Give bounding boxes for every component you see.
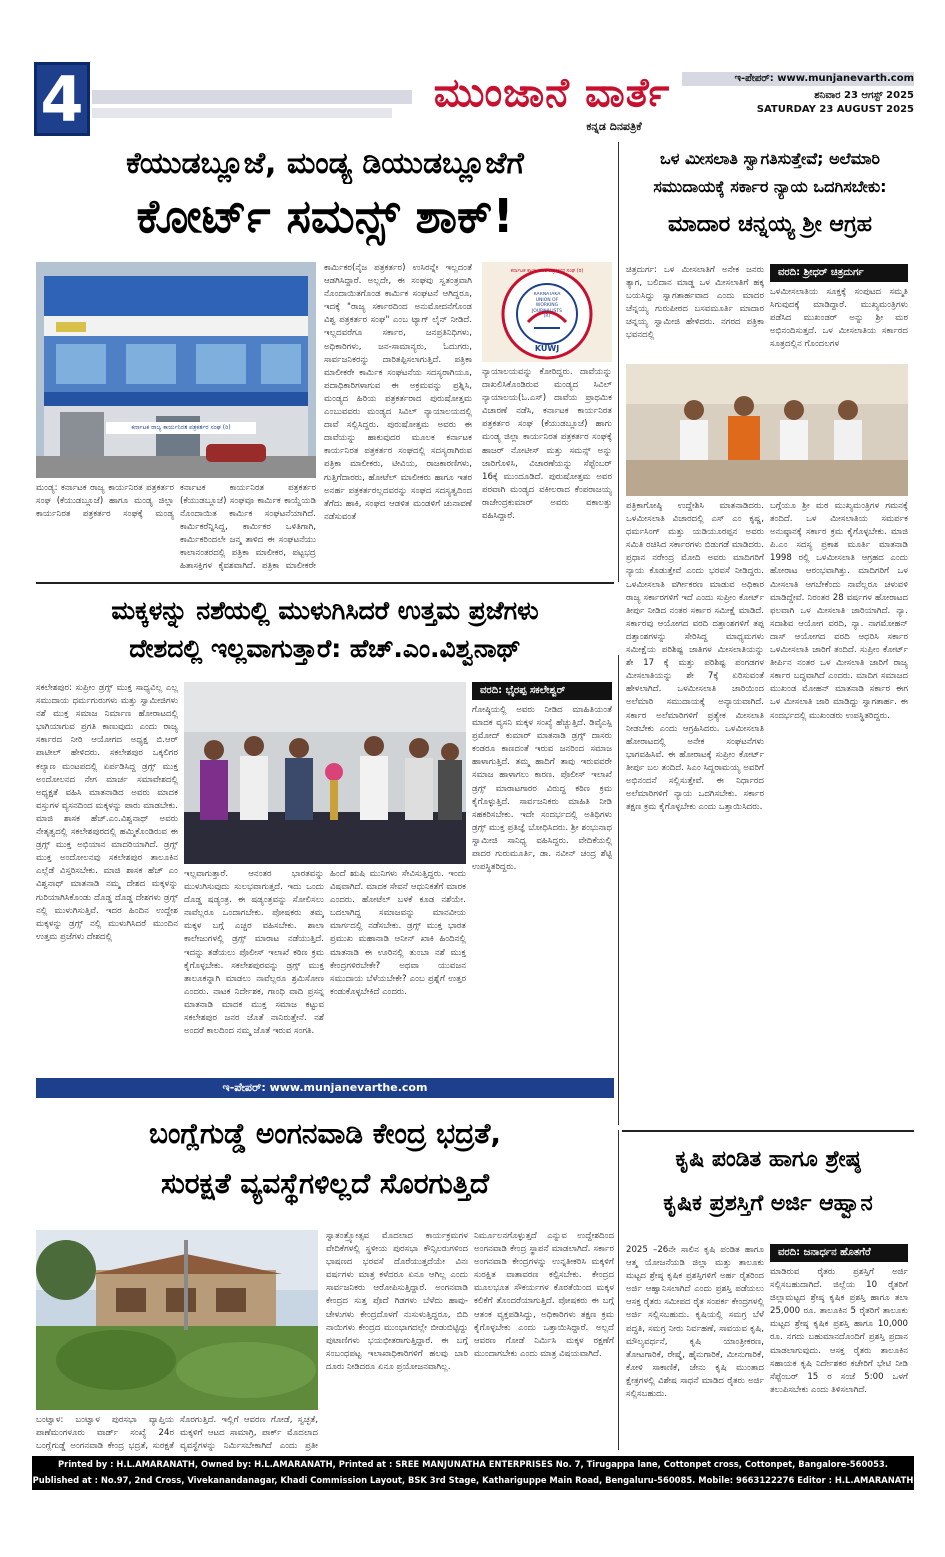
- masthead: [34, 60, 914, 140]
- imprint-line-2: Published at : No.97, 2nd Cross, Vivekanandanagar, Khadi Commission Layout, BSK 3rd Stage, Kathariguppe Main Road, Bengaluru-560085. Mobile: 9663122276 Editor : H.L.AMARANATH: [32, 1475, 914, 1485]
- story1-caption: ಮಂಡ್ಯ: ಕರ್ನಾಟಕ ರಾಜ್ಯ ಕಾರ್ಯನಿರತ ಪತ್ರಕರ್ತರ ಸಂಘ (ಕೆಯುಡಬ್ಲೂಜೆ) ಹಾಗೂ ಮಂಡ್ಯ ಜಿಲ್ಲಾ ಕಾರ್ಯನಿರತ ಪತ್ರಕರ್ತರ ಸಂಘಕ್ಕೆ ಮಂಡ್ಯ: [36, 483, 174, 519]
- story1-headline-line1: ಕೆಯುಡಬ್ಲೂಜೆ, ಮಂಡ್ಯ ಡಿಯುಡಬ್ಲೂಜೆಗೆ: [126, 146, 524, 181]
- story2-body-top-right: ಒಳಮೀಸಲಾತಿಯ ಸೂಕ್ತಕ್ಕೆ ಸಂಪುಟದ ಸಮ್ಮತಿ ಸಿಗುವುದಕ್ಕೆ ಮಾಡಿದ್ದಾರೆ. ಮುಖ್ಯಮಂತ್ರಿಗಳು ಪಡೆಸಿದ ಮುಖಂಡರ್ ಅನ್ನು ಶ್ರೀ ಮಠ ಅಭಿನಂದಿಸುತ್ತದೆ. ಒಳ ಮೀಸಲಾತಿಯ ಸರ್ಕಾರದ ಸೂತ್ರದಲ್ಲಿನ ಗೊಂದಲಗಳ: [770, 287, 908, 350]
- story2-body-right: ಬಗ್ಗೆಯೂ ಶ್ರೀ ಮಠ ಮುಖ್ಯಮಂತ್ರಿಗಳ ಗಮನಕ್ಕೆ ತಂದಿದೆ. ಒಳ ಮೀಸಲಾತಿಯ ಸಮರ್ಪಕ ಅನುಷ್ಠಾನಕ್ಕೆ ಸರ್ಕಾರ ಕ್ರಮ ಕೈಗೊಳ್ಳಬೇಕು. ಮಾಜಿ ಪಿ.ಎಂ ಸದಸ್ಯ ಪ್ರಕಾಶ ಮೂರ್ತಿ ಮಾತನಾಡಿ 1998 ರಲ್ಲಿ ಒಳಮೀಸಲಾತಿ ಆಗ್ರಹದ ಎಂದು ಹೋರಾಟ ಆರಂಭವಾಗಿತ್ತು. ಮಾದಿಗರಿಗೆ ಒಳ ಮೀಸಲಾತಿ ಆಗಬೇಕೆಂದು ನಾವೆಲ್ಲರೂ ಚಳುವಳಿ ಮಾಡಿದ್ದೇವೆ. ನಿರಂತರ 28 ವರ್ಷಗಳ ಹೋರಾಟದ ಫಲವಾಗಿ ಒಳ ಮೀಸಲಾತಿ ಜಾರಿಯಾಗಿದೆ. ನ್ಯಾ. ಸದಾಶಿವ ಆಯೋಗ ವರದಿ, ನ್ಯಾ. ನಾಗಮೋಹನ್ ದಾಸ್ ಆಯೋಗದ ವರದಿ ಆಧರಿಸಿ ಸರ್ಕಾರ ಒಳಮೀಸಲಾತಿ ಜಾರಿಗೆ ತಂದಿದೆ. ಸುಪ್ರೀಂ ಕೋರ್ಟ್ ತೀರ್ಪಿನ ನಂತರ ಒಳ ಮೀಸಲಾತಿ ಜಾರಿಗೆ ರಾಜ್ಯ ಸರ್ಕಾರ ಬದ್ಧವಾಗಿದೆ ಎಂದರು. ಮಾದಿಗ ಸಮಾಜದ ಮುಖಂಡ ಮೋಹನ್ ಮಾತನಾಡಿ ಸರ್ಕಾರ ಈಗ ಒಳ ಮೀಸಲಾತಿ ಜಾರಿ ಮಾಡಿದ್ದು ಸ್ವಾಗತಾರ್ಹ. ಈ ಸಂದರ್ಭದಲ್ಲಿ ಮುಖಂಡರು ಉಪಸ್ಥಿತರಿದ್ದರು.: [770, 501, 908, 721]
- epaper-strip-text[interactable]: ಇ-ಪೇಪರ್: www.munjanevarthe.com: [222, 1081, 428, 1094]
- story5-body-right: ಮಾಡಿರುವ ರೈತರು ಪ್ರಶಸ್ತಿಗೆ ಅರ್ಜಿ ಸಲ್ಲಿಸಬಹುದಾಗಿದೆ. ಜಿಲ್ಲೆಯ 10 ರೈತರಿಗೆ ಜಿಲ್ಲಾಮಟ್ಟದ ಶ್ರೇಷ್ಠ ಕೃಷಿಕ ಪ್ರಶಸ್ತಿ ಹಾಗೂ ತಲಾ 25,000 ರೂ. ತಾಲೂಕಿನ 5 ರೈತರಿಗೆ ತಾಲೂಕು ಮಟ್ಟದ ಶ್ರೇಷ್ಠ ಕೃಷಿಕ ಪ್ರಶಸ್ತಿ ಹಾಗೂ 10,000 ರೂ. ನಗದು ಬಹುಮಾನದೊಂದಿಗೆ ಪ್ರಶಸ್ತಿ ಪ್ರದಾನ ಮಾಡಲಾಗುವುದು. ಆಸಕ್ತ ರೈತರು ತಾಲೂಕಿನ ಸಹಾಯಕ ಕೃಷಿ ನಿರ್ದೇಶಕರ ಕಚೇರಿಗೆ ಭೇಟಿ ನೀಡಿ ಸೆಪ್ಟೆಂಬರ್ 15 ರ ಸಂಜೆ 5:00 ಒಳಗೆ ತಲುಪಿಸಬೇಕು ಎಂದು ತಿಳಿಸಲಾಗಿದೆ.: [770, 1267, 908, 1395]
- story3-event-photo: [184, 682, 466, 864]
- kuwj-logo-panel: [482, 262, 612, 362]
- story5-body-left: 2025 –26ನೇ ಸಾಲಿನ ಕೃಷಿ ಪಂಡಿತ ಹಾಗೂ ಆತ್ಮ ಯೋಜನೆಯಡಿ ಜಿಲ್ಲಾ ಮತ್ತು ತಾಲೂಕು ಮಟ್ಟದ ಶ್ರೇಷ್ಠ ಕೃಷಿಕ ಪ್ರಶಸ್ತಿಗಳಿಗೆ ಅರ್ಹ ರೈತರಿಂದ ಅರ್ಜಿ ಆಹ್ವಾನಿಸಲಾಗಿದೆ ಎಂದು ಪ್ರಶಸ್ತಿ ಪಡೆಯಲು ಆಸಕ್ತ ರೈತರು ಸಮೀಪದ ರೈತ ಸಂಪರ್ಕ ಕೇಂದ್ರಗಳಲ್ಲಿ ಅರ್ಜಿ ಸಲ್ಲಿಸಬಹುದು. ಕೃಷಿಯಲ್ಲಿ ಸಮಗ್ರ ಬೆಳೆ ಪದ್ಧತಿ, ಸಮಗ್ರ ನೀರು ನಿರ್ವಹಣೆ, ಸಾವಯವ ಕೃಷಿ, ಮೌಲ್ಯವರ್ಧನೆ, ಕೃಷಿ ಯಾಂತ್ರೀಕರಣ, ತೋಟಗಾರಿಕೆ, ರೇಷ್ಮೆ, ಹೈನುಗಾರಿಕೆ, ಮೀನುಗಾರಿಕೆ, ಕೋಳಿ ಸಾಕಾಣಿಕೆ, ಜೇನು ಕೃಷಿ ಮುಂತಾದ ಕ್ಷೇತ್ರಗಳಲ್ಲಿ ವಿಶೇಷ ಸಾಧನೆ ಮಾಡಿದ ರೈತರು ಅರ್ಜಿ ಸಲ್ಲಿಸಬಹುದು.: [626, 1245, 764, 1400]
- story5-headline-line1: ಕೃಷಿ ಪಂಡಿತ ಹಾಗೂ ಶ್ರೇಷ್ಠ: [675, 1147, 861, 1172]
- story2-headline-line2: ಸಮುದಾಯಕ್ಕೆ ಸರ್ಕಾರ ನ್ಯಾಯ ಒದಗಿಸಬೇಕು:: [653, 177, 887, 196]
- imprint-line-1: Printed by : H.L.AMARANATH, Owned by: H.L.AMARANATH, Printed at : SREE MANJUNATHA ENTERPRISES No. 7, Tirugappa lane, Cottonpet cross, Cottonpet, Bangalore-560053.: [58, 1459, 888, 1469]
- imprint-footer: [32, 1456, 914, 1490]
- kuwj-logo-kannada: ಕರ್ನಾಟಕ ಕಾರ್ಯನಿರತ ಪತ್ರಕರ್ತರ ಸಂಘ (ರಿ): [510, 268, 584, 274]
- story3-headline-line1: ಮಕ್ಕಳನ್ನು ನಶೆಯಲ್ಲಿ ಮುಳುಗಿಸಿದರೆ ಉತ್ತಮ ಪ್ರಜೆಗಳು: [111, 596, 539, 625]
- story1-headline-line2: ಕೋರ್ಟ್ ಸಮನ್ಸ್ ಶಾಕ್!: [136, 189, 514, 243]
- story3-body-col1: ಸಕಲೇಶಪುರ: ಸುಪ್ರೀಂ ಡ್ರಗ್ಸ್ ಮುಕ್ತ ಸಾಧ್ಯವಿಲ್ಲ ಎಲ್ಲ ಸಮುದಾಯ ಧರ್ಮಗುರುಗಳು ಮತ್ತು ಸ್ವಾಮೀಜಿಗಳು ನಶೆ ಮುಕ್ತ ಸಮಾಜ ನಿರ್ಮಾಣ ಹೋರಾಟದಲ್ಲಿ ಭಾಗಿಯಾಗುವ ಪ್ರಗತಿ ಕಾಣುವುದು ಎಂದು ರಾಜ್ಯ ಸರ್ಕಾರದ ನೀರಿ ಆಯೋಗದ ಅಧ್ಯಕ್ಷ ಬಿ.ಆರ್ ಪಾಟೀಲ್ ಹೇಳಿದರು. ಸಕಲೇಶಪುರ ಒಕ್ಕಲಿಗರ ಕಲ್ಯಾಣ ಮಂಟಪದಲ್ಲಿ ಏರ್ಪಡಿಸಿದ್ದ ಡ್ರಗ್ಸ್ ಮುಕ್ತ ಅಂದೋಲನದ ನೇಗ ಮಾರ್ಚ ಸಮಾವೇಶದಲ್ಲಿ ಅಧ್ಯಕ್ಷತೆ ವಹಿಸಿ ಮಾತನಾಡಿದ ಅವರು ಮಾದಕ ವಸ್ತುಗಳ ವ್ಯಸನದಿಂದ ಮಕ್ಕಳನ್ನು ಪಾರು ಮಾಡಬೇಕು. ಮಾಜಿ ಶಾಸಕ ಹೆಚ್.ಎಂ.ವಿಶ್ವನಾಥ್ ಅವರು ನೇತೃತ್ವದಲ್ಲಿ ಸಕಲೇಶಪುರದಲ್ಲಿ ಹಮ್ಮಿಕೊಂಡಿರುವ ಈ ಡ್ರಗ್ಸ್ ಮುಕ್ತ ಅಭಿಯಾನ ಮಾದರಿಯಾಗಿದೆ. ಡ್ರಗ್ಸ್ ಮುಕ್ತ ಅಂದೋಲನವು ಸಕಲೇಶಪುರ ತಾಲೂಕಿನ ಎಲ್ಲೆಡೆ ವಿಸ್ತರಿಸಬೇಕು. ಮಾಜಿ ಶಾಸಕ ಹೆಚ್ ಎಂ ವಿಶ್ವನಾಥ್ ಮಾತನಾಡಿ ನಮ್ಮ ದೇಶದ ಮಕ್ಕಳನ್ನು ಗುರಿಯಾಗಿಸಿಕೊಂಡು ದೊಡ್ಡ ದೊಡ್ಡ ದೇಶಗಳು ಡ್ರಗ್ಸ್ ನಲ್ಲಿ ಮುಳುಗಿಸುತ್ತಿವೆ. ಇದರ ಹಿಂದಿನ ಉದ್ದೇಶ ಮಕ್ಕಳನ್ನು ಡ್ರಗ್ಸ್ ನಲ್ಲಿ ಮುಳುಗಿಸಿದರೆ ಮುಂದಿನ ಉತ್ತಮ ಪ್ರಜೆಗಳು ದೇಶದಲ್ಲಿ: [36, 683, 178, 942]
- column-divider: [618, 655, 619, 1125]
- story4-body-col3: ನಿರ್ಮೂಲನಗೊಳ್ಳುತ್ತದೆ ಎನ್ನುವ ಉದ್ದೇಶದಿಂದ ಅಂಗನವಾಡಿ ಕೇಂದ್ರ ಸ್ಥಾಪನೆ ಮಾಡಲಾಗಿದೆ. ಸರ್ಕಾರ ಅಂಗನವಾಡಿ ಕೇಂದ್ರಗಳನ್ನು ಉನ್ನತೀಕರಿಸಿ ಮಕ್ಕಳಿಗೆ ಸುರಕ್ಷಿತ ವಾತಾವರಣ ಕಲ್ಪಿಸಬೇಕು. ಕೇಂದ್ರದ ಮೂಲಭೂತ ಸೌಕರ್ಯಗಳ ಕೊರತೆಯಿಂದ ಮಕ್ಕಳ ಕಲಿಕೆಗೆ ತೊಂದರೆಯಾಗುತ್ತಿದೆ. ಪೋಷಕರು ಈ ಬಗ್ಗೆ ಆತಂಕ ವ್ಯಕ್ತಪಡಿಸಿದ್ದು, ಅಧಿಕಾರಿಗಳು ತಕ್ಷಣ ಕ್ರಮ ಕೈಗೊಳ್ಳಬೇಕು ಎಂದು ಒತ್ತಾಯಿಸಿದ್ದಾರೆ. ಅಲ್ಲದೆ ಆವರಣ ಗೋಡೆ ನಿರ್ಮಿಸಿ ಮಕ್ಕಳ ರಕ್ಷಣೆಗೆ ಮುಂದಾಗಬೇಕು ಎಂದು ಮಾತ್ರ ವಿಷಯವಾಗಿದೆ.: [474, 1231, 614, 1359]
- story4-body-col2: ಸ್ವಾತಂತ್ರ್ಯೋತ್ಸವ ಮೊದಲಾದ ಕಾರ್ಯಕ್ರಮಗಳ ವೇದಿಕೆಗಳಲ್ಲಿ ಸ್ಥಳೀಯ ಪುರಸಭಾ ಕೌನ್ಸಿಲರುಗಳಿಂದ ಭಾಷಣದ ಭರವಸೆ ದೊರೆಯುತ್ತದೆಯೇ ವಿನಃ ವರ್ಷಗಳು ಮಾತ್ರ ಕಳೆದರೂ ಏನೂ ಆಗಿಲ್ಲ ಎಂದು ಸಾರ್ವಜನಿಕರು ಆರೋಪಿಸುತ್ತಿದ್ದಾರೆ. ಅಂಗನವಾಡಿ ಕೇಂದ್ರದ ಸುತ್ತ ಪೊದೆ ಗಿಡಗಳು ಬೆಳೆದು ಹಾವು-ಚೇಳುಗಳು ಕೇಂದ್ರದೊಳಗೆ ನುಸುಳುತ್ತಿದ್ದರೂ, ಬಿದಿ ನಾಯಿಗಳು ಕೇಂದ್ರದ ಮುಂಭಾಗದಲ್ಲೇ ಬೀಡುಬಿಟ್ಟಿದ್ದು ಪುಟಾಣಿಗಳು ಭಯಭೀತರಾಗುತ್ತಿದ್ದಾರೆ. ಈ ಬಗ್ಗೆ ಸಂಬಂಧಪಟ್ಟ ಇಲಾಖಾಧಿಕಾರಿಗಳಿಗೆ ಹಲವು ಬಾರಿ ದೂರು ನೀಡಿದರೂ ಏನೂ ಪ್ರಯೋಜನವಾಗಿಲ್ಲ.: [326, 1231, 468, 1372]
- story3-body-col3: ಹಿಂದೆ ಋಷಿ ಮುನಿಗಳು ಸೇವಿಸುತ್ತಿದ್ದರು. ಇಂದು ವಿಷವಾಗಿದೆ. ಮಾದಕ ಸೇವನೆ ಆಧುನಿಕತೆಗೆ ಮಾರಕ ಎಂದರು. ಹೋಟೆಲ್ ಬಳಕೆ ಕೂಡ ನಶೆಯೇ. ಬದಲಾಗಿದ್ದ ಸಮಾಜವನ್ನು ಮಾನವೀಯ ಮಾರ್ಗದಲ್ಲಿ ನಡೆಸಬೇಕು. ಡ್ರಗ್ಸ್ ಮುಕ್ತ ಭಾರತ ಪ್ರಮುಖ ಮಹಾನಾಡಿ ಆನೀನ್ ಖಾಕಿ ಹಿಂದಿನಲ್ಲಿ ಮಾತನಾಡಿ ಈ ಊರಿನಲ್ಲಿ ತುಂಬಾ ನಶೆ ಮುಕ್ತ ಕೇಂದ್ರಗಳಿರಬೇಕೇ? ಅಥವಾ ಯುವಜನ ಸಮುದಾಯ ಬೆಳೆಯಬೇಕೇ? ಎಂಬ ಪ್ರಶ್ನೆಗೆ ಉತ್ತರ ಕಂಡುಕೊಳ್ಳಬೇಕಿದೆ ಎಂದರು.: [330, 869, 466, 997]
- story1-body-col3: ನ್ಯಾಯಾಲಯವನ್ನು ಕೋರಿದ್ದರು. ದಾವೆಯನ್ನು ದಾಖಲಿಸಿಕೊಂಡಿರುವ ಮಂಡ್ಯದ ಸಿವಿಲ್ ನ್ಯಾಯಾಲಯ(ಓ.ಎಸ್) ದಾವೆಯ ಪ್ರಾಥಮಿಕ ವಿಚಾರಣೆ ನಡೆಸಿ, ಕರ್ನಾಟಕ ಕಾರ್ಯನಿರತ ಪತ್ರಕರ್ತರ ಸಂಘ (ಕೆಯುಡಬ್ಲೂಜೆ) ಹಾಗು ಮಂಡ್ಯ ಜಿಲ್ಲಾ ಕಾರ್ಯನಿರತ ಪತ್ರಕರ್ತರ ಸಂಘಕ್ಕೆ ಹಾಜರ್ ನೋಟೀಸ್ ಮತ್ತು ಸಮನ್ಸ್ ಅನ್ನು ಜಾರಿಗೊಳಿಸಿ, ವಿಚಾರಣೆಯನ್ನು ಸೆಪ್ಟೆಂಬರ್ 16ಕ್ಕೆ ಮುಂದೂಡಿದೆ. ಪುರುಷೋತ್ತಮ ಅವರ ಪರವಾಗಿ ಮಂಡ್ಯದ ವಕೀಲರಾದ ಕೆಂಪರಾಜಯ್ಯ ರಾಜೇಂದ್ರಕುಮಾರ್ ಅವರು ವಕಾಲತ್ತು ವಹಿಸಿದ್ದಾರೆ.: [482, 367, 612, 522]
- story5-headline-line2: ಕೃಷಿಕ ಪ್ರಶಸ್ತಿಗೆ ಅರ್ಜಿ ಆಹ್ವಾನ: [663, 1191, 873, 1216]
- story3-byline: ವರದಿ: ಭೈರಪ್ಪ ಸಕಲೇಶ್ವರ್: [472, 682, 612, 700]
- masthead-title: ಮುಂಜಾನೆ ವಾರ್ತೆ: [433, 70, 671, 116]
- anganwadi-illustration: [36, 1230, 318, 1410]
- story1-building-photo: [36, 262, 316, 478]
- story4-anganwadi-photo: [36, 1230, 318, 1410]
- story3-body-col2: ಇಲ್ಲವಾಗುತ್ತಾರೆ. ಆನಂತರ ಭಾರತವನ್ನು ಮುಳುಗಿಸುವುದು ಸುಲಭವಾಗುತ್ತದೆ. ಇದು ಒಂದು ದೊಡ್ಡ ಷಡ್ಯಂತ್ರ. ಈ ಷಡ್ಯಂತ್ರವನ್ನು ಸೋಲಿಸಲು ನಾವೆಲ್ಲರೂ ಒಂದಾಗಬೇಕು. ಪೋಷಕರು ತಮ್ಮ ಮಕ್ಕಳ ಬಗ್ಗೆ ಎಚ್ಚರ ವಹಿಸಬೇಕು. ಶಾಲಾ ಕಾಲೇಜುಗಳಲ್ಲಿ ಡ್ರಗ್ಸ್ ಮಾರಾಟ ನಡೆಯುತ್ತಿದೆ. ಇದನ್ನು ತಡೆಯಲು ಪೊಲೀಸ್ ಇಲಾಖೆ ಕಠಿಣ ಕ್ರಮ ಕೈಗೊಳ್ಳಬೇಕು. ಸಕಲೇಶಪುರವನ್ನು ಡ್ರಗ್ಸ್ ಮುಕ್ತ ತಾಲೂಕನ್ನಾಗಿ ಮಾಡಲು ನಾವೆಲ್ಲರೂ ಶ್ರಮಿಸೋಣ ಎಂದರು. ನಾಟಕ ನಿರ್ದೇಶಕ, ಗಾಂಧಿ ವಾದಿ ಪ್ರಸನ್ನ ಮಾತನಾಡಿ ಮಾದಕ ಮುಕ್ತ ಸಮಾಜ ಕಟ್ಟುವ ಸಕಲೇಶಪುರ ಜನರ ಜೊತೆ ನಾನಿರುತ್ತೇನೆ. ನಶೆ ಅಂದರೆ ಕಾಲದಿಂದ ನಮ್ಮ ಜೊತೆ ಇರುವ ಸಂಗತಿ.: [184, 869, 324, 1037]
- story3-headline-line2: ದೇಶದಲ್ಲಿ ಇಲ್ಲವಾಗುತ್ತಾರೆ: ಹೆಚ್.ಎಂ.ವಿಶ್ವನಾಥ್: [129, 634, 521, 663]
- page-number: 4: [40, 63, 84, 136]
- story4-caption-cont: ಸೊರಗುತ್ತಿದೆ. ಇಲ್ಲಿಗೆ ಆವರಣ ಗೋಡೆ, ಸ್ವಚ್ಛತೆ, ಮಕ್ಕಳಿಗೆ ಆಟದ ಸಾಮಾಗ್ರಿ, ಪಾರ್ಕ್ ಮೊದಲಾದ ವ್ಯವಸ್ಥೆಗಳನ್ನು ನಿರ್ಮಿಸಬೇಕಾಗಿದೆ ಎಂದು ಪ್ರತೀ: [180, 1415, 318, 1451]
- kuwj-logo-english: KARNATAKA UNION OF WORKING JOURNALISTS (R): [531, 292, 563, 319]
- column-divider: [618, 1130, 619, 1450]
- story2-body-left: ಪತ್ರಿಕಾಗೋಷ್ಠಿ ಉದ್ದೇಶಿಸಿ ಮಾತನಾಡಿದರು. ಒಳಮೀಸಲಾತಿ ವಿಚಾರದಲ್ಲಿ ಎಸ್ ಎಂ ಕೃಷ್ಣ, ಧರ್ಮಸಿಂಗ್ ಮತ್ತು ಯಡಿಯೂರಪ್ಪನ ಅವರು ಸಮಿತಿ ರಚಿಸಿದ ಸರ್ಕಾರಗಳು ಬಿಡುಗಡೆ ಮಾಡಿದರು. ಪ್ರಧಾನ ನರೇಂದ್ರ ಮೋದಿ ಅವರು ಮಾದಿಗರಿಗೆ ನ್ಯಾಯ ಕೊಡುತ್ತೇವೆ ಎಂದು ಭರವಸೆ ನೀಡಿದ್ದರು. ಒಳಮೀಸಲಾತಿ ವರ್ಗೀಕರಣ ಮಾಡುವ ಅಧಿಕಾರ ರಾಜ್ಯ ಸರ್ಕಾರಗಳಿಗೆ ಇದೆ ಎಂದು ಸುಪ್ರೀಂ ಕೋರ್ಟ್ ತೀರ್ಪು ನೀಡಿದ ನಂತರ ಸರ್ಕಾರ ಸಮೀಕ್ಷೆ ಮಾಡಿದೆ. ಸರ್ಕಾರವು ಆಯೋಗದ ವರದಿ ದತ್ತಾಂಶಗಳಿಗೆ ತಪ್ಪ ದತ್ತಾಂಶಗಳನ್ನು ಸೇರಿಸಿದ್ದ ಮಾಧ್ಯಮಗಳು ಸಮೀಕ್ಷೆಯ ಪರಿಶಿಷ್ಟ ಜಾತಿಗಳ ಮೀಸಲಾತಿಯನ್ನು ಶೇ 17 ಕ್ಕೆ ಮತ್ತು ಪರಿಶಿಷ್ಟ ಪಂಗಡಗಳ ಮೀಸಲಾತಿಯನ್ನು ಶೇ 7ಕ್ಕೆ ಏರಿಸುವಂತೆ ಹೇಳಲಾಗಿದೆ. ಒಳಮೀಸಲಾತಿ ಜಾರಿಯಿಂದ ಅಲೆಮಾರಿ ಸಮುದಾಯಕ್ಕೆ ಅನ್ಯಾಯವಾಗಿದೆ. ಸರ್ಕಾರ ಅಲೆಮಾರಿಗಳಿಗೆ ಪ್ರತ್ಯೇಕ ಮೀಸಲಾತಿ ನೀಡಬೇಕು ಎಂದು ಆಗ್ರಹಿಸಿದರು. ಒಳಮೀಸಲಾತಿ ಹೋರಾಟದಲ್ಲಿ ಅನೇಕ ಸಂಘಟನೆಗಳು ಭಾಗವಹಿಸಿವೆ. ಈ ಹೋರಾಟಕ್ಕೆ ಸುಪ್ರೀಂ ಕೋರ್ಟ್ ತೀರ್ಪು ಬಲ ತಂದಿದೆ. ಸಿಎಂ ಸಿದ್ದರಾಮಯ್ಯ ಅವರಿಗೆ ಅಭಿನಂದನೆ ಸಲ್ಲಿಸುತ್ತೇವೆ. ಈ ನಿರ್ಧಾರದ ಅಲೆಮಾರಿಗಳಿಗೆ ನ್ಯಾಯ ಒದಗಿಸಬೇಕು. ಸರ್ಕಾರ ತಕ್ಷಣ ಕ್ರಮ ಕೈಗೊಳ್ಳಬೇಕು ಎಂದು ಒತ್ತಾಯಿಸಿದರು.: [626, 501, 764, 813]
- building-illustration: [36, 262, 316, 478]
- lamp-lighting-illustration: [184, 682, 466, 864]
- story1-caption-2: [36, 524, 174, 574]
- building-sign: ಕರ್ನಾಟಕ ರಾಜ್ಯ ಕಾರ್ಯನಿರತ ಪತ್ರಕರ್ತರ ಸಂಘ (ರಿ): [106, 422, 256, 434]
- date-kannada: ಶನಿವಾರ 23 ಆಗಸ್ಟ್ 2025: [814, 90, 914, 101]
- story4-headline-line1: ಬಂಗ್ಲೆಗುಡ್ಡೆ ಅಂಗನವಾಡಿ ಕೇಂದ್ರ ಭದ್ರತೆ,: [149, 1117, 501, 1150]
- date-english: SATURDAY 23 AUGUST 2025: [756, 104, 914, 115]
- story4-caption: ಬಂಟ್ವಾಳ: ಬಂಟ್ವಾಳ ಪುರಸಭಾ ವ್ಯಾಪ್ತಿಯ ಪಾಣೆಮಂಗಳೂರು ವಾರ್ಡ್ ಸಂಖ್ಯೆ 24ರ ಬಂಗ್ಲೆಗುಡ್ಡೆ ಅಂಗನವಾಡಿ ಕೇಂದ್ರ ಭದ್ರತೆ, ಸುರಕ್ಷತೆ: [36, 1415, 174, 1451]
- story3-body-col4: ಗೋಷ್ಠಿಯಲ್ಲಿ ಅವರು ನೀಡಿದ ಮಾಹಿತಿಯಂತೆ ಮಾದಕ ವ್ಯಸನಿ ಮಕ್ಕಳ ಸಂಖ್ಯೆ ಹೆಚ್ಚುತ್ತಿದೆ. ಡಿವೈಎಸ್ಪಿ ಪ್ರಮೋದ್ ಕುಮಾರ್ ಮಾತನಾಡಿ ಡ್ರಗ್ಸ್ ದಾಸರು ಕಂಡರೂ ಕಾಣದಂತೆ ಇರುವ ಜನರಿಂದ ಸಮಾಜ ಹಾಳಾಗುತ್ತಿದೆ. ತಮ್ಮ ಹಾದಿಗೆ ತಾವು ಇರುವವರೇ ಸಮಾಜ ಹಾಳಾಗಲು ಕಾರಣ. ಪೊಲೀಸ್ ಇಲಾಖೆ ಡ್ರಗ್ಸ್ ಮಾರಾಟಗಾರರ ವಿರುದ್ಧ ಕಠಿಣ ಕ್ರಮ ಕೈಗೊಳ್ಳುತ್ತಿದೆ. ಸಾರ್ವಜನಿಕರು ಮಾಹಿತಿ ನೀಡಿ ಸಹಕರಿಸಬೇಕು. ಇದೇ ಸಂದರ್ಭದಲ್ಲಿ ಅತಿಥಿಗಳು ಡ್ರಗ್ಸ್ ಮುಕ್ತ ಪ್ರತಿಜ್ಞೆ ಬೋಧಿಸಿದರು. ಶ್ರೀ ಶಂಭುನಾಥ ಸ್ವಾಮೀಜಿ ಸಾನಿಧ್ಯ ವಹಿಸಿದ್ದರು. ವೇದಿಕೆಯಲ್ಲಿ ಪಾದರ ಗುರುಮೂರ್ತಿ, ಡಾ. ನವೀನ್ ಚಂದ್ರ ಶೆಟ್ಟಿ ಉಪಸ್ಥಿತರಿದ್ದರು.: [472, 705, 612, 873]
- section-divider: [36, 582, 614, 584]
- column-divider: [618, 142, 619, 582]
- page-number-box: [34, 62, 90, 136]
- story2-body-top-left: ಚಿತ್ರದುರ್ಗ: ಒಳ ಮೀಸಲಾತಿಗೆ ಅನೇಕ ಜನರು ತ್ಯಾಗ, ಬಲಿದಾನ ಮಾಡ್ಡ ಒಳ ಮೀಸಲಾತಿಗೆ ಹಕ್ಕ ಬಯಸಿದ್ದು ಸ್ವಾಗತಾರ್ಹವಾದ ಎಂದು ಮಾದರ ಚೆನ್ನಯ್ಯ ಗುರುಪೀಠದ ಬಸವಮೂರ್ತಿ ಮಾದಾರ ಚನ್ನಯ್ಯ ಸ್ವಾಮೀಜಿ ಹೇಳಿದರು. ನಗರದ ಪತ್ರಿಕಾ ಭವನದಲ್ಲಿ: [626, 265, 764, 341]
- masthead-tagline: ಕನ್ನಡ ದಿನಪತ್ರಿಕೆ: [586, 120, 642, 133]
- story5-byline: ವರದಿ: ಜನಾರ್ಧನ ಹೊತಗೆರೆ: [770, 1244, 908, 1262]
- press-meet-illustration: [626, 364, 908, 496]
- epaper-strip: [36, 1078, 614, 1098]
- epaper-url[interactable]: ಇ-ಪೇಪರ್: www.munjanevarth.com: [734, 73, 914, 84]
- masthead-grey-band: [92, 90, 412, 104]
- story2-press-meet-photo: [626, 364, 908, 496]
- story1-body-col2: ಕಾರ್ಮಿಕರ(ನೈಜ ಪತ್ರಕರ್ತರ) ಉಸಿರನ್ನೇ ಇಲ್ಲದಂತೆ ಆಡಗಿಸಿದ್ದಾರೆ. ಅಲ್ಲದೇ, ಈ ಸಂಘವು ಸ್ವತಂತ್ರವಾಗಿ ನೊಂದಾಯಿತಗೊಂಡ ಕಾರ್ಮಿಕ ಸಂಘಟನೆ ಆಗಿದ್ದರೂ, ಇದಕ್ಕೆ "ರಾಜ್ಯ ಸರ್ಕಾರದಿಂದ ಅನುಮೋದನೆಗೊಂಡ ವಿಶ್ವ ಪತ್ರಕರ್ತರ ಸಂಘ" ಎಂಬ ಟ್ಯಾಗ್ ಲೈನ್ ನೀಡಿದೆ. ಇಲ್ಲದವರೆಗೂ ಸರ್ಕಾರ, ಜನಪ್ರತಿನಿಧಿಗಳು, ಅಧಿಕಾರಿಗಳು, ಜನ-ಸಾಮಾನ್ಯರು, ಓದುಗರು, ಸಾರ್ವಜನಿಕರನ್ನು ದಾರಿತಪ್ಪಿಸಲಾಗುತ್ತಿದೆ. ಪತ್ರಿಕಾ ಮಾಲೀಕರೇ ಕಾರ್ಮಿಕ ಸಂಘಟನೆಯ ಸದಸ್ಯರಾಗಿಯೂ, ಪದಾಧಿಕಾರಿಗಳಾಗುವ ಈ ಅಕ್ರಮವನ್ನು ಪ್ರಶ್ನಿಸಿ, ಮಂಡ್ಯದ ಹಿರಿಯ ಪತ್ರಕರ್ತರಾದ ಪುರುಷೋತ್ತಮ ಎಂಬುವವರು ಮಂಡ್ಯದ ಸಿವಿಲ್ ನ್ಯಾಯಾಲಯದಲ್ಲಿ ದಾವೆ ಸಲ್ಲಿಸಿದ್ದರು. ಪುರುಷೋತ್ತಮ ಅವರು ಈ ದಾವೆಯನ್ನು ಹಾಕುವುದರ ಮೂಲಕ ಕರ್ನಾಟಕ ಕಾರ್ಯನಿರತ ಪತ್ರಕರ್ತರ ಸಂಘದಲ್ಲಿ ಸದಸ್ಯರಾಗಿರುವ ಪತ್ರಿಕಾ ಮಾಲೀಕರು, ಟೀವಿಯ, ರಾಜಕಾರಣಿಗಳು, ಗುತ್ತಿಗೆದಾರರು, ಹೋಟೆಲ್ ಮಾಲೀಕರು ಹಾಗೂ ಇತರ ಅನರ್ಹ ಪತ್ರಕರ್ತರಲ್ಲದವರನ್ನು ಸಂಘದ ಸದಸ್ಯತ್ವದಿಂದ ತೆಗೆದು ಹಾಕಿ, ಸಂಘದ ಆಡಳಿತ ಮಂಡಳಿಗೆ ಚುನಾವಣೆ ನಡೆಸುವಂತೆ: [324, 263, 472, 522]
- section-divider: [622, 1130, 914, 1132]
- story4-headline-line2: ಸುರಕ್ಷತೆ ವ್ಯವಸ್ಥೆಗಳಿಲ್ಲದೆ ಸೊರಗುತ್ತಿದೆ: [160, 1167, 490, 1200]
- story1-caption-cont: ಕರ್ನಾಟಕ ಕಾರ್ಯನಿರತ ಪತ್ರಕರ್ತರ (ಕೆಯುಡಬ್ಲೂಜೆ) ಸಂಘವೂ ಕಾರ್ಮಿಕ ಕಾಯ್ದೆಯಡಿ ನೊಂದಾಯಿತ ಕಾರ್ಮಿಕ ಸಂಘಟನೆಯಾಗಿದೆ. ಕಾರ್ಮಿಕರೆನ್ನಿಸಿದ್ದ, ಕಾರ್ಮಿಕರ ಒಳಿತಿಗಾಗಿ, ಕಾರ್ಮಿಕರಿಂದಲೇ ಜನ್ಮ ತಾಳಿದ ಈ ಸಂಘಟನೆಯು ಕಾಲಾನಂತರದಲ್ಲಿ ಪತ್ರಿಕಾ ಮಾಲೀಕರ, ಪಟ್ಟಭದ್ರ ಹಿತಾಸಕ್ತಿಗಳ ಕೈವಶವಾಗಿದೆ. ಪತ್ರಿಕಾ ಮಾಲೀಕರೇ: [180, 483, 316, 571]
- masthead-grey-band-2: [92, 108, 392, 118]
- story2-headline-line1: ಒಳ ಮೀಸಲಾತಿ ಸ್ವಾಗತಿಸುತ್ತೇವೆ; ಅಲೆಮಾರಿ: [659, 149, 881, 168]
- story2-byline: ವರದಿ: ಶ್ರೀಧರ್ ಚಿತ್ರದುರ್ಗ: [770, 264, 908, 282]
- story2-headline-line3: ಮಾದಾರ ಚನ್ನಯ್ಯ ಶ್ರೀ ಆಗ್ರಹ: [667, 212, 873, 237]
- kuwj-logo-abbr: KUWJ: [534, 344, 560, 353]
